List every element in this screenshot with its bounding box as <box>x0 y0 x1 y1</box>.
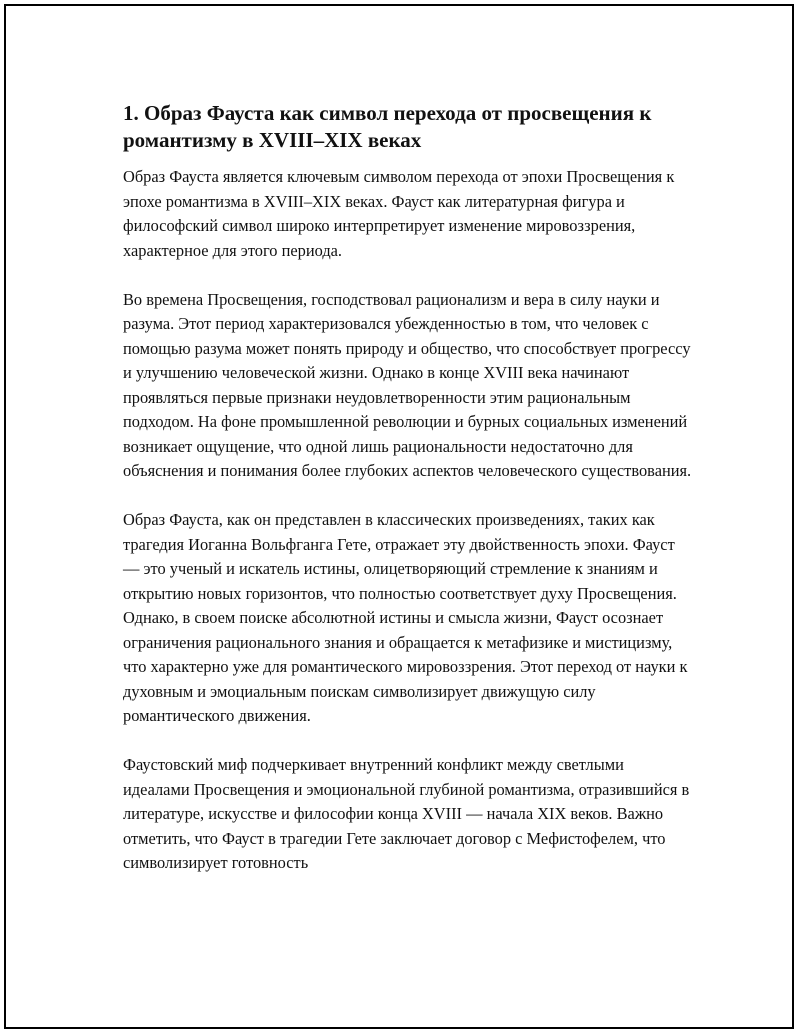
section-title: 1. Образ Фауста как символ перехода от просвещения к романтизму в XVIII–XIX веках <box>123 101 652 152</box>
paragraph: Во времена Просвещения, господствовал рационализм и вера в силу науки и разума. Этот период характеризовался убежденностью в том, что человек с помощью разума может понять природу и общество, что способствует прогрессу и улучшению человеческой жизни. Однако в конце XVIII века начинают проявляться первые признаки неудовлетворенности этим рациональным подходом. На фоне промышленной революции и бурных социальных изменений возникает ощущение, что одной лишь рациональности недостаточно для объяснения и понимания более глубоких аспектов человеческого существования. <box>123 289 692 480</box>
paragraph: Фаустовский миф подчеркивает внутренний конфликт между светлыми идеалами Просвещения и эмоциональной глубиной романтизма, отразившийся в литературе, искусстве и философии конца XVIII — начала XIX веков. Важно отметить, что Фауст в трагедии Гете заключает договор с Мефистофелем, что символизирует готовность <box>123 755 690 872</box>
paragraph: Образ Фауста является ключевым символом перехода от эпохи Просвещения к эпохе романтизма в XVIII–XIX веках. Фауст как литературная фигура и философский символ широко интерпретирует изменение мировоззрения, характерное для этого периода. <box>123 167 675 260</box>
paragraph: Образ Фауста, как он представлен в классических произведениях, таких как трагедия Иоганна Вольфганга Гете, отражает эту двойственность эпохи. Фауст — это ученый и искатель истины, олицетворяющий стремление к знаниям и открытию новых горизонтов, что полностью соответствует духу Просвещения. Однако, в своем поиске абсолютной истины и смысла жизни, Фауст осознает ограничения рационального знания и обращается к метафизике и мистицизму, что характерно уже для романтического мировоззрения. Этот переход от науки к духовным и эмоциальным поискам символизирует движущую силу романтического движения. <box>123 510 688 725</box>
document-body <box>123 100 693 876</box>
page-frame <box>4 4 794 1029</box>
